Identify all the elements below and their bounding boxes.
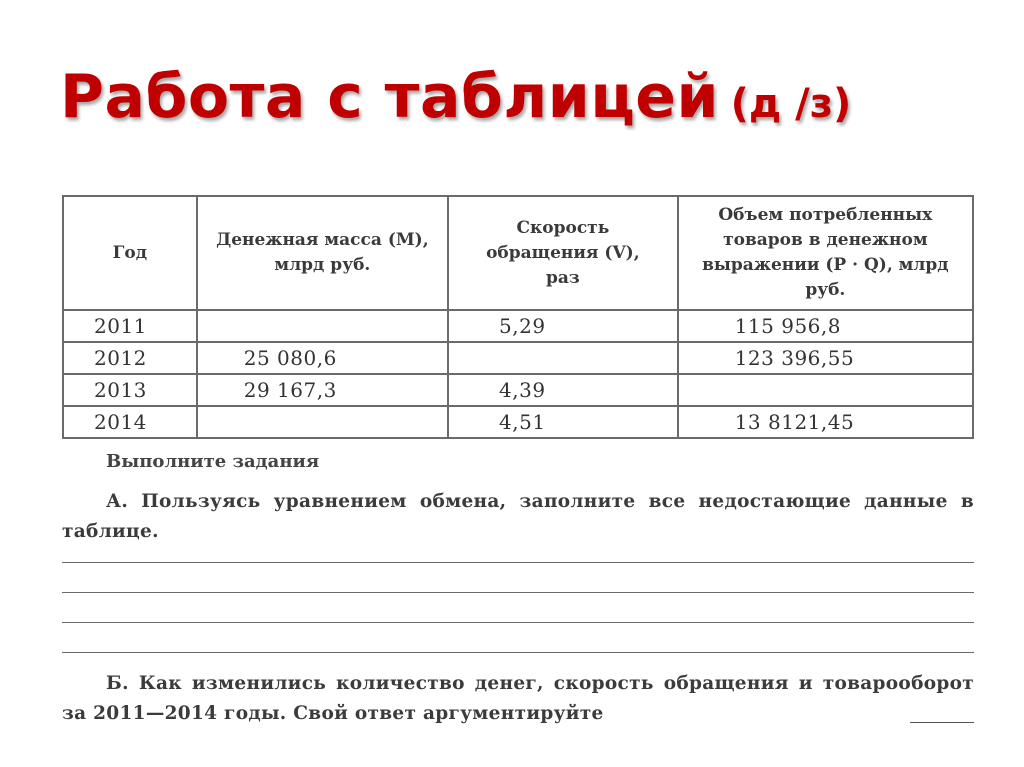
answer-line — [62, 652, 974, 653]
cell-goods-value: 13 8121,45 — [678, 406, 973, 438]
answer-line — [62, 592, 974, 593]
cell-velocity: 4,51 — [448, 406, 678, 438]
cell-year: 2014 — [63, 406, 197, 438]
cell-velocity — [448, 342, 678, 374]
task-b-text: Б. Как изменились количество денег, скорость обращения и товарооборот за 2011—2014 годы. Свой ответ аргументируйте — [62, 673, 974, 724]
header-year: Год — [63, 196, 197, 310]
cell-money-supply: 29 167,3 — [197, 374, 448, 406]
cell-money-supply — [197, 310, 448, 342]
answer-line — [62, 562, 974, 563]
cell-velocity: 5,29 — [448, 310, 678, 342]
cell-year: 2012 — [63, 342, 197, 374]
answer-line — [62, 622, 974, 623]
title-main: Работа с таблицей — [60, 62, 720, 132]
table-header-row — [63, 196, 973, 310]
cell-goods-value — [678, 374, 973, 406]
header-goods-value: Объем потребленных товаров в денежном выражении (P · Q), млрд руб. — [678, 196, 973, 310]
cell-goods-value: 123 396,55 — [678, 342, 973, 374]
cell-goods-value: 115 956,8 — [678, 310, 973, 342]
task-a-text: А. Пользуясь уравнением обмена, заполните все недостающие данные в таблице. — [62, 491, 974, 542]
table-row — [63, 406, 973, 438]
cell-velocity: 4,39 — [448, 374, 678, 406]
header-velocity: Скорость обращения (V), раз — [448, 196, 678, 310]
slide-title — [60, 52, 851, 142]
table-row — [63, 342, 973, 374]
table-row — [63, 310, 973, 342]
tasks-heading: Выполните задания — [106, 451, 320, 472]
cell-year: 2011 — [63, 310, 197, 342]
cell-year: 2013 — [63, 374, 197, 406]
title-note: (д /з) — [730, 81, 852, 127]
cell-money-supply — [197, 406, 448, 438]
scanned-page — [58, 185, 978, 745]
cell-money-supply: 25 080,6 — [197, 342, 448, 374]
table-row — [63, 374, 973, 406]
money-table — [62, 195, 974, 439]
answer-tail-line — [910, 722, 974, 723]
header-money-supply: Денежная масса (M), млрд руб. — [197, 196, 448, 310]
